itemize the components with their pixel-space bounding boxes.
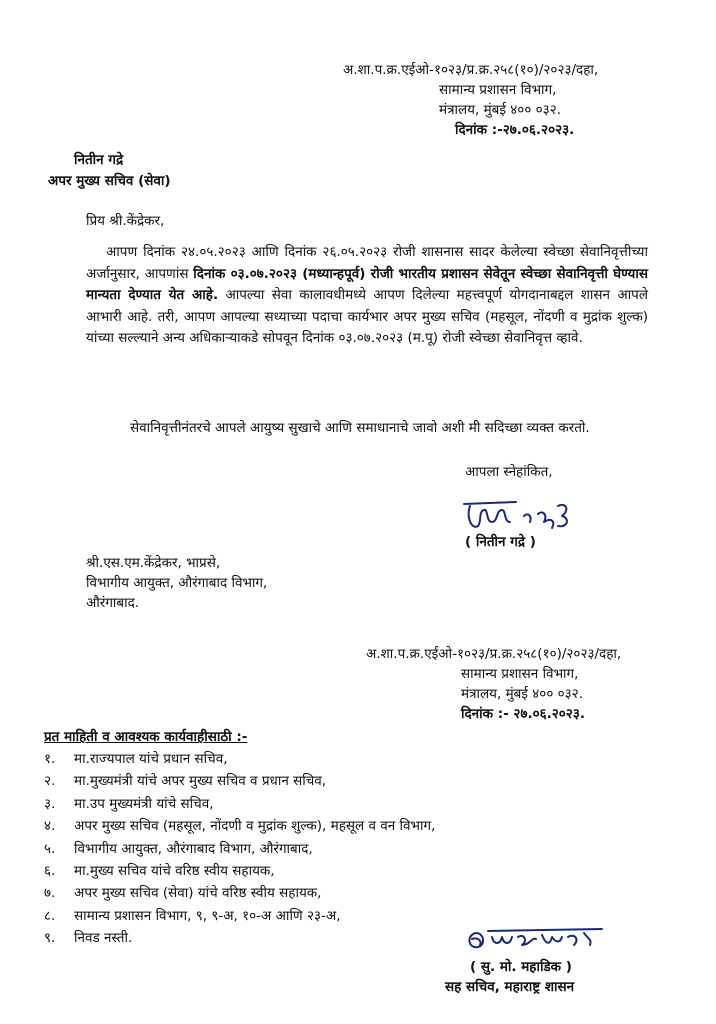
copy-reference-address: मंत्रालय, मुंबई ४०० ०३२. — [461, 686, 583, 702]
copy-list-item — [44, 793, 435, 815]
copy-list-item — [44, 770, 435, 792]
copy-item-number: ३. — [44, 795, 56, 812]
copy-reference-department: सामान्य प्रशासन विभाग, — [461, 666, 579, 682]
body-paragraph-2 — [86, 418, 648, 440]
recipient-line-1: श्री.एस.एम.केंद्रेकर, भाप्रसे, — [86, 555, 221, 571]
reference-address: मंत्रालय, मुंबई ४०० ०३२. — [439, 102, 561, 118]
reference-block — [343, 60, 598, 140]
copy-item-text: मा.राज्यपाल यांचे प्रधान सचिव, — [74, 751, 228, 767]
copy-signatory-title: सह सचिव, महाराष्ट्र शासन — [445, 979, 575, 995]
signatory-name: ( नितीन गद्रे ) — [465, 534, 536, 550]
closing: आपला स्नेहांकित, — [465, 464, 553, 480]
copy-list-item — [44, 927, 435, 949]
copy-item-number: ४. — [44, 818, 56, 835]
reference-date: दिनांक :-२७.०६.२०२३. — [455, 122, 575, 138]
copy-item-number: ७. — [44, 885, 56, 902]
paragraph-2-text: सेवानिवृत्तीनंतरचे आपले आयुष्य सुखाचे आणि समाधानाचे जावो अशी मी सदिच्छा व्यक्त करतो. — [130, 420, 590, 436]
paragraph-1-bold: दिनांक ०३.०७.२०२३ (मध्यान्हपूर्व) रोजी भारतीय प्रशासन सेवेतून स्वेच्छा सेवानिवृत्ती घेण्यास मान्यता देण्यात येत आहे. — [86, 265, 648, 303]
recipient-line-2: विभागीय आयुक्त, औरंगाबाद विभाग, — [86, 575, 268, 591]
copy-list-item — [44, 748, 435, 770]
copy-item-number: २. — [44, 773, 56, 790]
copies-list — [44, 748, 435, 950]
copy-item-text: सामान्य प्रशासन विभाग, ९, ९-अ, १०-अ आणि २३-अ, — [74, 907, 341, 924]
signature-s-m-mahadik — [462, 915, 612, 961]
copy-reference-date: दिनांक :- २७.०६.२०२३. — [461, 706, 585, 722]
copies-title: प्रत माहिती व आवश्यक कार्यवाहीसाठी :- — [44, 729, 248, 745]
sender-block — [48, 150, 171, 192]
copy-list-item — [44, 905, 435, 927]
copy-item-number: १. — [44, 751, 56, 767]
copy-item-number: ८. — [44, 907, 56, 924]
copy-item-number: ६. — [44, 862, 56, 879]
copy-item-number: ९. — [44, 930, 56, 947]
copy-item-text: अपर मुख्य सचिव (महसूल, नोंदणी व मुद्रांक शुल्क), महसूल व वन विभाग, — [74, 818, 436, 835]
salutation: प्रिय श्री.केंद्रेकर, — [86, 213, 165, 229]
copy-item-text: अपर मुख्य सचिव (सेवा) यांचे वरिष्ठ स्वीय सहायक, — [74, 885, 322, 902]
signature-nitin-gadre — [458, 492, 588, 536]
copy-item-number: ५. — [44, 840, 56, 857]
copy-list-item — [44, 882, 435, 904]
sender-designation: अपर मुख्य सचिव (सेवा) — [48, 173, 171, 189]
copy-reference-number: अ.शा.प.क्र.एईओ-१०२३/प्र.क्र.२५८(१०)/२०२३/दहा, — [366, 646, 622, 662]
copy-reference-block — [366, 644, 621, 724]
copy-list-item — [44, 860, 435, 882]
recipient-block — [86, 553, 267, 613]
copy-signatory-name: ( सु. मो. महाडिक ) — [470, 959, 572, 975]
body-paragraph-1 — [86, 242, 648, 350]
copy-item-text: विभागीय आयुक्त, औरंगाबाद विभाग, औरंगाबाद, — [74, 840, 313, 857]
paragraph-1-part-2: आपल्या सेवा कालावधीमध्ये आपण दिलेल्या महत्त्वपूर्ण योगदानाबद्दल शासन आपले आभारी आहे. तरी, आपण आपल्या सध्याच्या पदाचा कार्यभार अपर मुख्य सचिव (महसूल, नोंदणी व मुद्रांक शुल्क) यांच्या सल्ल्याने अन्य अधिकाऱ्याकडे सोपवून दिनांक ०३.०७.२०२३ (म.पू) रोजी स्वेच्छा सेवानिवृत्त व्हावे. — [86, 287, 648, 346]
reference-department: सामान्य प्रशासन विभाग, — [439, 82, 557, 98]
copy-list-item — [44, 838, 435, 860]
copy-item-text: मा.मुख्य सचिव यांचे वरिष्ठ स्वीय सहायक, — [74, 862, 275, 879]
recipient-line-3: औरंगाबाद. — [86, 595, 140, 611]
sender-name: नितीन गद्रे — [74, 152, 124, 168]
copy-item-text: निवड नस्ती. — [74, 930, 133, 947]
copy-item-text: मा.मुख्यमंत्री यांचे अपर मुख्य सचिव व प्रधान सचिव, — [74, 773, 327, 790]
reference-number: अ.शा.प.क्र.एईओ-१०२३/प्र.क्र.२५८(१०)/२०२३/दहा, — [343, 62, 599, 78]
copy-list-item — [44, 815, 435, 837]
paragraph-1-part-1: आपण दिनांक २४.०५.२०२३ आणि दिनांक २६.०५.२०२३ रोजी शासनास सादर केलेल्या स्वेच्छा सेवानिवृत्तीच्या अर्जानुसार, आपणांस — [86, 244, 648, 282]
copy-item-text: मा.उप मुख्यमंत्री यांचे सचिव, — [74, 795, 214, 812]
